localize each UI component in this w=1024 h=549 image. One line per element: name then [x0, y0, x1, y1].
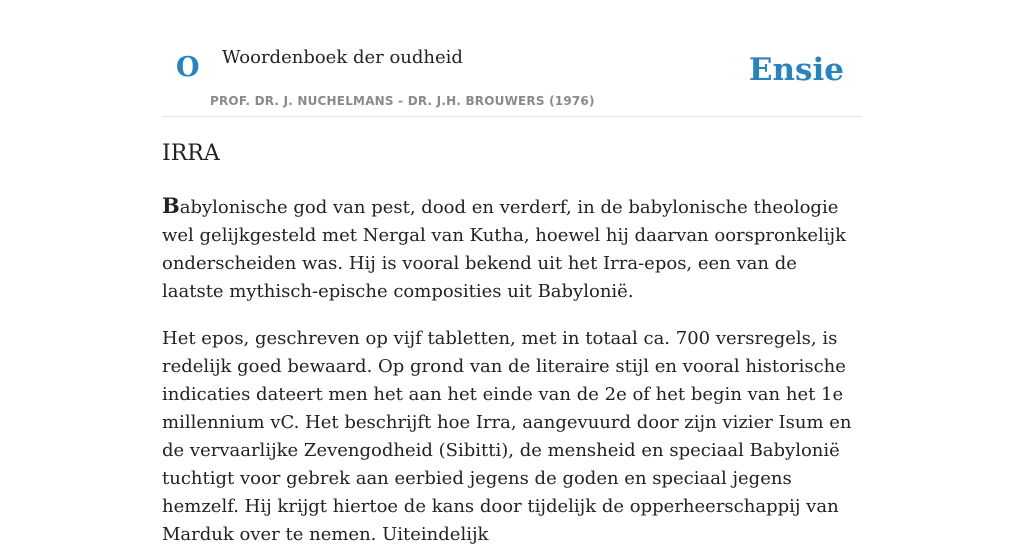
book-title[interactable]: Woordenboek der oudheid: [222, 47, 463, 68]
paragraph-text: abylonische god van pest, dood en verderf, in de babylonische theologie wel gelijkgesteld met Nergal van Kutha, hoewel hij daarvan oorspronkelijk onderscheiden was. Hij is vooral bekend uit het Irra-epos, een van de laatste mythisch-epische composities uit Babylonië.: [162, 197, 846, 302]
drop-cap: B: [162, 193, 180, 218]
book-authors: PROF. DR. J. NUCHELMANS - DR. J.H. BROUWERS (1976): [210, 94, 595, 108]
article-paragraph: Het epos, geschreven op vijf tabletten, met in totaal ca. 700 versregels, is redelijk goed bewaard. Op grond van de literaire stijl en vooral historische indicaties dateert men het aan het einde van de 2e of het begin van het 1e millennium vC. Het beschrijft hoe Irra, aangevuurd door zijn vizier Isum en de vervaarlijke Zevengodheid (Sibitti), de mensheid en speciaal Babylonië tuchtigt voor gebrek aan eerbied jegens de goden en speciaal jegens hemzelf. Hij krijgt hiertoe de kans door tijdelijk de opperheerschappij van Marduk over te nemen. Uiteindelijk: [162, 328, 852, 545]
article: [162, 138, 862, 549]
brand-logo-link[interactable]: Ensie: [748, 52, 844, 88]
section-letter[interactable]: O: [176, 52, 200, 83]
article-paragraph: [162, 192, 862, 306]
entry-title: IRRA: [162, 141, 220, 166]
page-header: [162, 0, 862, 117]
